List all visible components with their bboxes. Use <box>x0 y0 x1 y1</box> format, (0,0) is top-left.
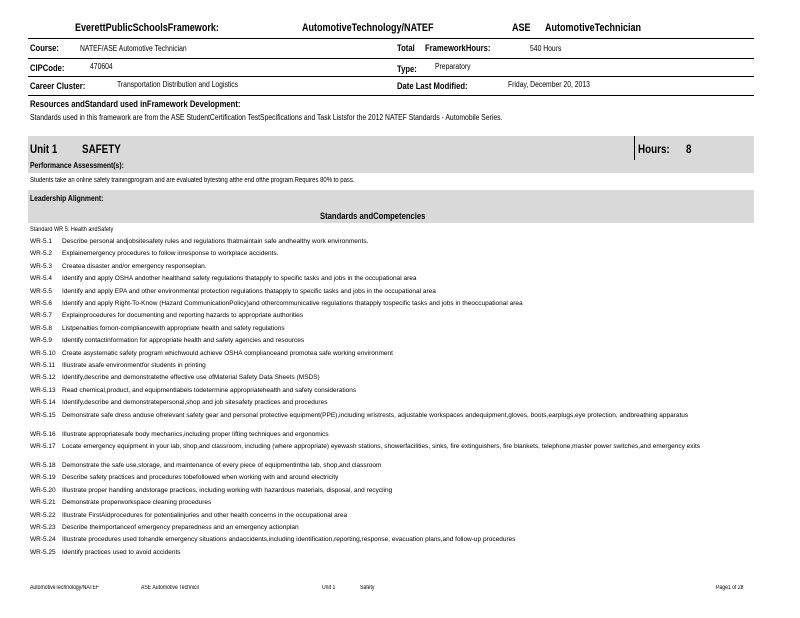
standard-code: WR-5.23 <box>30 524 56 531</box>
type-value: Preparatory <box>435 62 471 71</box>
standard-code: WR-5.8 <box>30 324 53 332</box>
standard-code: WR-5.15 <box>30 411 56 419</box>
standard-text: Describe personal andjobsitesafety rules and regulations thatmaintain safe andhealthy work environments. <box>62 238 369 245</box>
standard-code: WR-5.18 <box>30 462 56 469</box>
program-title: AutomotiveTechnology/NATEF <box>302 22 434 34</box>
resources-label: Resources andStandard used inFramework Development: <box>30 99 241 109</box>
standard-text: Explainemergency procedures to follow inresponse to workplace accidents. <box>62 250 279 258</box>
standard-text: Identify,describe and demonstratethe effective use ofMaterial Safety Data Sheets (MSDS) <box>62 374 320 382</box>
standard-row <box>30 350 754 358</box>
standard-row <box>30 288 754 296</box>
standard-row <box>30 512 754 520</box>
footer-unit: Unit 1 <box>322 585 336 591</box>
standard-text: Locate emergency equipment in your lab, shop,and classroom, including (where appropriate) eyewash stations, showerfacilities, sinks, fire extinguishers, fire blankets, telephone,master power switches,and emergency exits <box>62 443 701 450</box>
standard-code: WR-5.20 <box>30 486 56 494</box>
standard-code: WR-5.14 <box>30 399 56 407</box>
standard-text: Demonstrate the safe use,storage, and maintenance of every piece of equipmentinthe lab, shop,and classroom <box>62 462 382 469</box>
standard-row <box>30 263 754 271</box>
standard-text: Createa disaster and/or emergency responseplan. <box>62 262 207 270</box>
standard-code: WR-5.10 <box>30 349 56 357</box>
course-value: NATEF/ASE Automotive Technician <box>80 44 187 53</box>
standard-code: WR-5.16 <box>30 430 56 438</box>
standard-row <box>30 536 754 544</box>
standard-row <box>30 443 754 458</box>
standard-code: WR-5.7 <box>30 312 53 320</box>
standard-row <box>30 250 754 258</box>
standard-text: Identify practices used to avoid accidents <box>62 548 181 556</box>
standard-intro: Standard WR 5: Health andSafety <box>30 226 114 233</box>
standard-text: Read chemical,product, and equipmentlabels todetermine appropriatehealth and safety considerations <box>62 386 357 394</box>
footer-section: Safety <box>360 585 375 591</box>
standard-code: WR-5.11 <box>30 362 56 369</box>
career-cluster-label: Career Cluster: <box>30 81 86 91</box>
standard-text: Create asystematic safety program whichwould achieve OSHA complianceand promotea safe working environment <box>62 349 393 357</box>
standard-row <box>30 300 754 308</box>
course-label: Course: <box>30 43 59 53</box>
performance-band <box>28 160 754 173</box>
standard-text: Illustrate appropriatesafe body mechanics,including proper lifting techniques and ergonomics <box>62 430 329 438</box>
standard-row <box>30 275 754 283</box>
standard-code: WR-5.13 <box>30 386 56 394</box>
standard-row <box>30 387 754 395</box>
performance-label: Performance Assessment(s): <box>30 161 124 170</box>
type-label: Type: <box>397 64 417 74</box>
date-modified-value: Friday, December 20, 2013 <box>508 80 590 89</box>
standard-row <box>30 337 754 345</box>
standard-row <box>30 499 754 507</box>
standard-row <box>30 312 754 320</box>
footer-program: AutomotiveTechnology/NATEF <box>30 585 100 591</box>
resources-value: Standards used in this framework are from the ASE StudentCertification TestSpecifications and Task Listsfor the 2012 NATEF Standards - Automobile Series. <box>30 113 503 122</box>
cip-label: CIPCode: <box>30 63 65 73</box>
standard-text: Illustrate proper handling andstorage practices, including working with hazardous materials, disposal, and recycling <box>62 486 393 494</box>
standard-row <box>30 412 754 427</box>
standard-text: Describe safety practices and procedures tobefollowed when working with and around electricity <box>62 474 339 482</box>
standard-text: Demonstrate safe dress anduse ofrelevant safety gear and personal protective equipment(PPE),including wristrests, adjustable workspaces andequipment,gloves, boots,earplugs,eye protection, andbreathing apparatus <box>62 411 689 419</box>
standard-row <box>30 374 754 382</box>
standard-text: Identify and apply Right-To-Know (Hazard CommunicationPolicy)and othercommunicative regulations thatapply tospecific tasks and jobs in theoccupational area <box>62 300 523 307</box>
standard-row <box>30 462 754 470</box>
standard-code: WR-5.5 <box>30 287 53 295</box>
standard-code: WR-5.22 <box>30 511 56 519</box>
standard-text: Identify and apply OSHA andother healthand safety regulations thatapply to specific tasks and jobs in the occupational area <box>62 275 417 283</box>
standard-text: Demonstrate properworkspace cleaning procedures <box>62 499 212 507</box>
standard-text: Illustrate procedures used tohandle emergency situations andaccidents,including identification,reporting,response, evacuation plans,and follow-up procedures <box>62 536 516 544</box>
unit-hours-value: 8 <box>686 142 692 156</box>
footer-ase: ASE Automotive Technicil <box>141 585 199 591</box>
standard-row <box>30 399 754 407</box>
standard-row <box>30 238 754 246</box>
standard-row <box>30 524 754 532</box>
cip-value: 470604 <box>90 62 113 71</box>
standard-text: Describe theimportanceof emergency preparedness and an emergency actionplan <box>62 524 299 531</box>
standard-row <box>30 549 754 557</box>
framework-hours-label: FrameworkHours: <box>425 43 491 53</box>
standard-code: WR-5.17 <box>30 443 56 450</box>
standard-code: WR-5.1 <box>30 238 53 245</box>
standard-code: WR-5.9 <box>30 337 53 345</box>
framework-hours-value: 540 Hours <box>530 44 562 53</box>
standard-text: Identify contactinformation for appropriate health and safety agencies and resources <box>62 337 305 345</box>
date-modified-label: Date Last Modified: <box>397 81 468 91</box>
standard-text: Illustrate FirstAidprocedures for potentialinjuries and other health concerns in the occupational area <box>62 511 348 519</box>
standard-code: WR-5.21 <box>30 499 56 507</box>
standard-row <box>30 362 754 370</box>
leadership-label: Leadership Alignment: <box>30 194 104 203</box>
standard-code: WR-5.4 <box>30 275 53 283</box>
standard-code: WR-5.2 <box>30 250 53 258</box>
standard-row <box>30 474 754 482</box>
standard-code: WR-5.25 <box>30 548 56 556</box>
ase-label: ASE <box>512 22 531 34</box>
standard-text: Listpenalties fornon-compliancewith appropriate health and safety regulations <box>62 324 285 332</box>
total-label: Total <box>397 43 415 53</box>
standard-text: Identify and apply EPA and other environmental protection regulations thatapply to specific tasks and jobs in the occupational area <box>62 287 436 295</box>
technician-title: AutomotiveTechnician <box>545 22 642 34</box>
standard-text: Explainprocedures for documenting and reporting hazards to appropriate authorities <box>62 312 304 320</box>
unit-number: Unit 1 <box>30 142 58 156</box>
unit-title: SAFETY <box>82 142 121 156</box>
standard-text: Identify,describe and demonstratepersonal,shop and job sitesafety practices and procedures <box>62 399 328 407</box>
standard-code: WR-5.6 <box>30 300 53 307</box>
standard-code: WR-5.12 <box>30 374 56 382</box>
standards-heading: Standards andCompetencies <box>320 211 426 221</box>
framework-title: EverettPublicSchoolsFramework: <box>75 22 219 34</box>
standard-row <box>30 325 754 333</box>
standard-row <box>30 431 754 439</box>
career-cluster-value: Transportation Distribution and Logistics <box>117 80 239 89</box>
performance-text: Students take an online safety trainingprogram and are evaluated bytesting atthe end ofthe program.Requires 80% to pass. <box>30 177 355 184</box>
standard-code: WR-5.24 <box>30 536 56 544</box>
footer-page: Page1 of 28 <box>716 585 744 591</box>
standard-code: WR-5.3 <box>30 262 53 270</box>
standard-row <box>30 487 754 495</box>
standard-text: Illustrate asafe environmentfor students in printing <box>62 362 206 369</box>
standard-code: WR-5.19 <box>30 474 56 482</box>
unit-hours-label: Hours: <box>638 142 670 156</box>
